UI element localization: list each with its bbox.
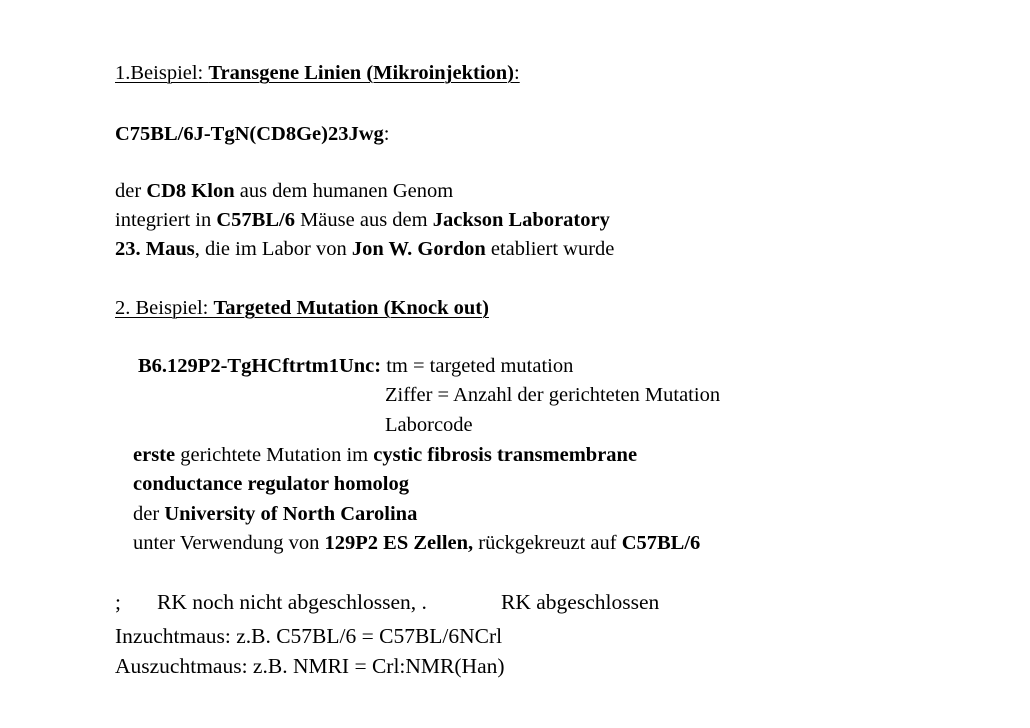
desc2-line1-b: gerichtete Mutation im: [175, 444, 374, 466]
desc1-line3-d: etabliert wurde: [485, 238, 615, 260]
desc1-line3: [115, 237, 614, 261]
desc2-line4-c: rückgekreuzt auf: [473, 532, 622, 554]
desc2-line1: [133, 443, 637, 467]
inzucht-line: Inzuchtmaus: z.B. C57BL/6 = C57BL/6NCrl: [115, 624, 503, 648]
strain1-line: [115, 122, 389, 146]
example2-title: Targeted Mutation (Knock out): [213, 297, 489, 319]
desc1-line1-a: der: [115, 180, 147, 202]
legend-mark1: ;: [115, 590, 121, 614]
desc1-line3-a: 23. Maus: [115, 238, 195, 260]
desc2-line4-d: C57BL/6: [621, 532, 701, 554]
desc2-line2: [133, 472, 409, 496]
desc2-line3: [133, 502, 417, 526]
strain2-note2: Ziffer = Anzahl der gerichteten Mutation: [385, 384, 721, 406]
example1-heading: [115, 61, 520, 85]
desc1-line1: [115, 179, 453, 203]
auszucht-line: Auszuchtmaus: z.B. NMRI = Crl:NMR(Han): [115, 654, 505, 678]
strain2-line: [138, 354, 573, 378]
desc2-line4-b: 129P2 ES Zellen,: [324, 532, 474, 554]
desc2-line2-a: conductance regulator homolog: [133, 473, 409, 495]
desc2-line4-a: unter Verwendung von: [133, 532, 325, 554]
desc1-line2-a: integriert in: [115, 209, 217, 231]
desc1-line2: [115, 208, 610, 232]
desc2-line3-b: University of North Carolina: [164, 503, 418, 525]
desc2-line3-a: der: [133, 503, 165, 525]
example1-title: Transgene Linien (Mikroinjektion): [208, 62, 515, 84]
example2-heading: [115, 296, 489, 320]
example2-prefix: 2. Beispiel:: [115, 297, 214, 319]
strain2-note3: Laborcode: [385, 414, 473, 436]
strain1-name: C75BL/6J-TgN(CD8Ge)23Jwg: [115, 123, 384, 145]
strain2-name: B6.129P2-TgHCftrtm1Unc:: [138, 355, 382, 377]
legend-text2: RK abgeschlossen: [501, 590, 660, 614]
desc2-line1-c: cystic fibrosis transmembrane: [373, 444, 638, 466]
example1-prefix: 1.Beispiel:: [115, 62, 209, 84]
desc1-line2-b: C57BL/6: [216, 209, 295, 231]
strain1-suffix: :: [383, 123, 390, 145]
desc1-line3-b: , die im Labor von: [194, 238, 352, 260]
example1-suffix: :: [514, 62, 520, 84]
legend-text1: RK noch nicht abgeschlossen, .: [157, 590, 427, 614]
desc1-line2-c: Mäuse aus dem: [294, 209, 433, 231]
strain2-note1: tm = targeted mutation: [381, 355, 574, 377]
desc2-line1-a: erste: [133, 444, 176, 466]
desc1-line1-c: aus dem humanen Genom: [234, 180, 454, 202]
desc1-line3-c: Jon W. Gordon: [351, 238, 486, 260]
desc1-line2-d: Jackson Laboratory: [432, 209, 610, 231]
desc2-line4: [133, 531, 700, 555]
desc1-line1-b: CD8 Klon: [146, 180, 235, 202]
